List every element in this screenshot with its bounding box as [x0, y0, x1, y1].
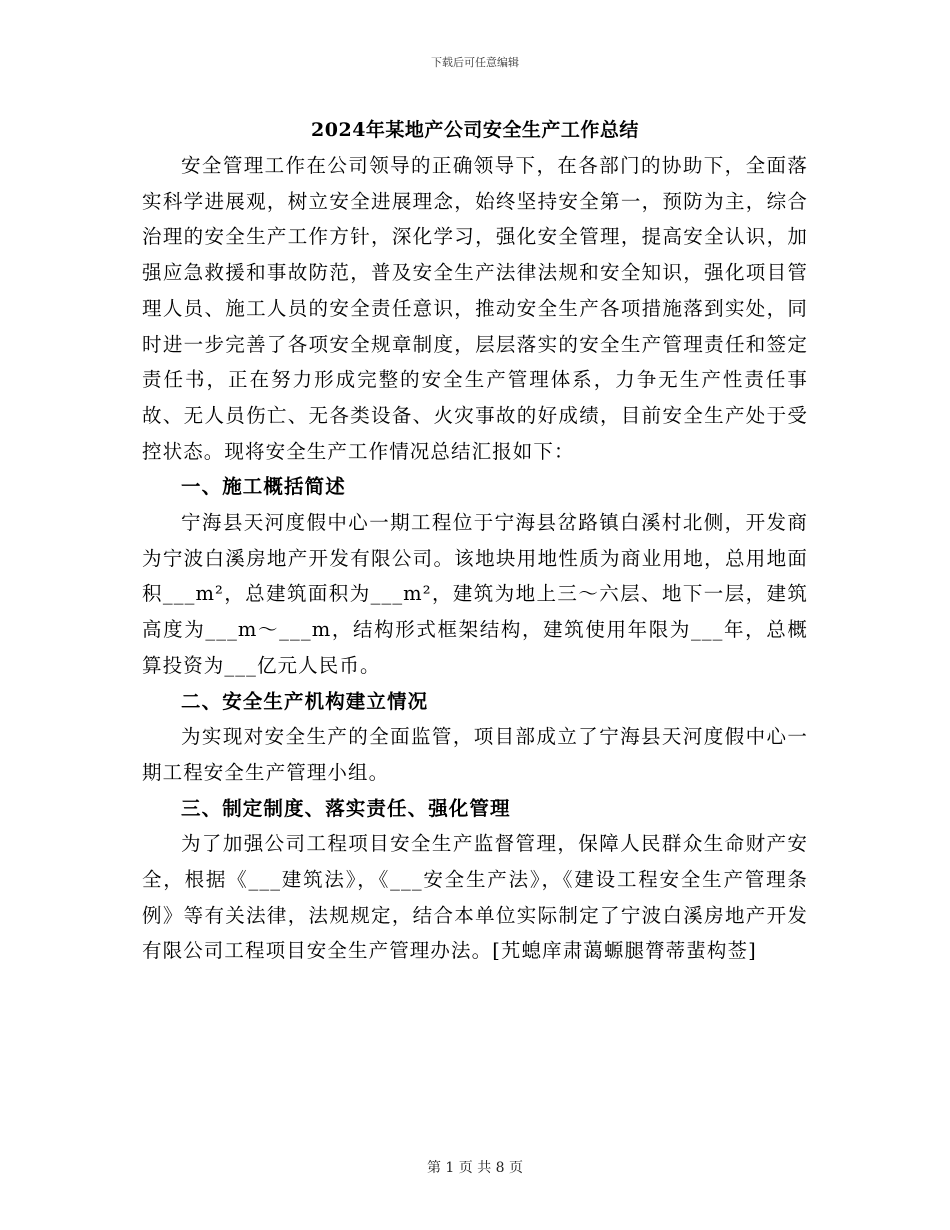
header-note: 下载后可任意编辑: [431, 56, 519, 69]
document-title: 2024年某地产公司安全生产工作总结: [311, 119, 639, 141]
page-footer: 第 1 页 共 8 页: [426, 1160, 524, 1176]
section-3-paragraph: 为了加强公司工程项目安全生产监督管理，保障人民群众生命财产安全，根据《___建筑法》，《___安全生产法》，《建设工程安全生产管理条例》等有关法律，法规规定，结合本单位实际制定了宁波白溪房地产开发有限公司工程项目安全生产管理办法。[艽螅庠肃蔼螈腿膂蒂蜚构莶]: [142, 832, 808, 963]
section-2-paragraph: 为实现对安全生产的全面监管，项目部成立了宁海县天河度假中心一期工程安全生产管理小组。: [142, 725, 808, 784]
section-1-paragraph: 宁海县天河度假中心一期工程位于宁海县岔路镇白溪村北侧，开发商为宁波白溪房地产开发有限公司。该地块用地性质为商业用地，总用地面积___m²，总建筑面积为___m²，建筑为地上三～六层、地下一层，建筑高度为___m～___m，结构形式框架结构，建筑使用年限为___年，总概算投资为___亿元人民币。: [142, 511, 808, 677]
section-heading-1: 一、施工概括简述: [181, 475, 346, 499]
section-heading-2: 二、安全生产机构建立情况: [181, 689, 429, 713]
document-body: [142, 148, 808, 969]
section-heading-3: 三、制定制度、落实责任、强化管理: [181, 796, 511, 820]
intro-paragraph: 安全管理工作在公司领导的正确领导下，在各部门的协助下，全面落实科学进展观，树立安全进展理念，始终坚持安全第一，预防为主，综合治理的安全生产工作方针，深化学习，强化安全管理，提高安全认识，加强应急救援和事故防范，普及安全生产法律法规和安全知识，强化项目管理人员、施工人员的安全责任意识，推动安全生产各项措施落到实处，同时进一步完善了各项安全规章制度，层层落实的安全生产管理责任和签定责任书，正在努力形成完整的安全生产管理体系，力争无生产性责任事故、无人员伤亡、无各类设备、火灾事故的好成绩，目前安全生产处于受控状态。现将安全生产工作情况总结汇报如下：: [142, 154, 808, 463]
